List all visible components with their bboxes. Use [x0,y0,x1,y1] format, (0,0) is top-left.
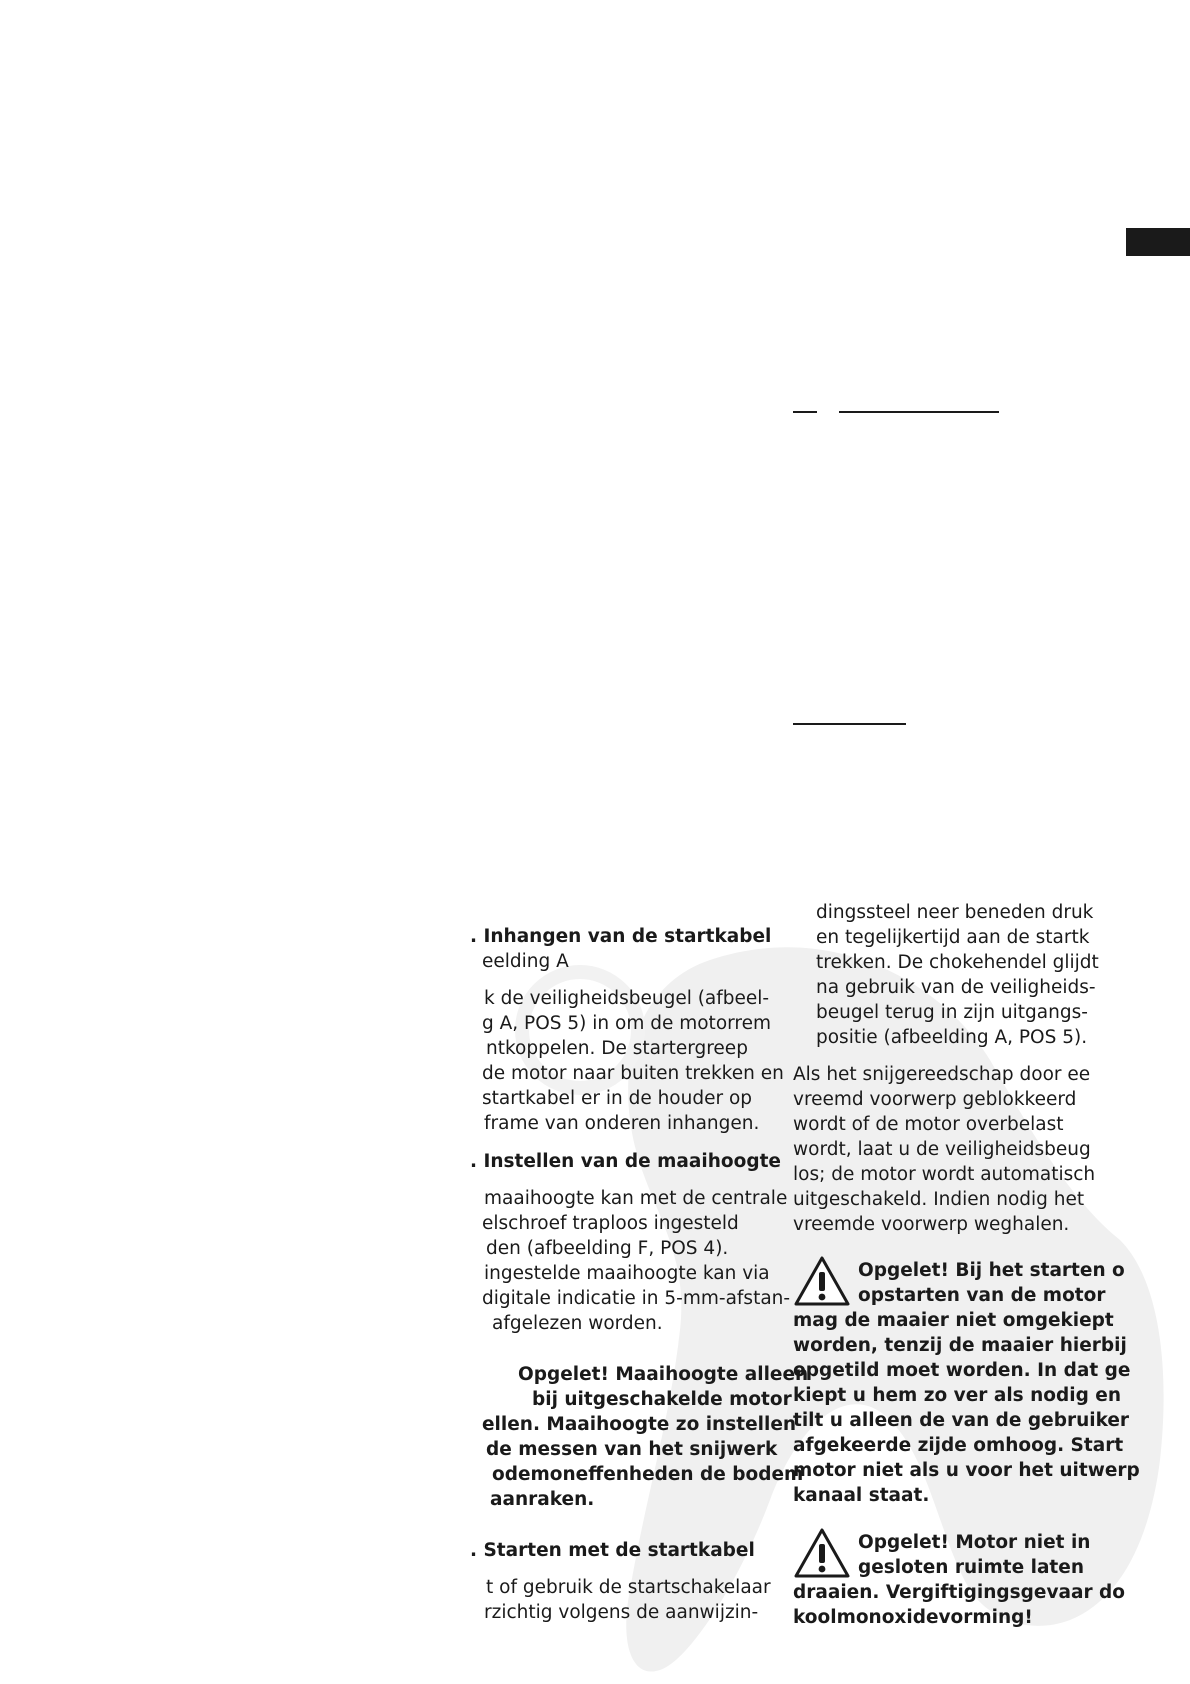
text-line: g A, POS 5) in om de motorrem [482,1013,772,1034]
text-line: beugel terug in zijn uitgangs- [816,1002,1088,1023]
warning-line: Opgelet! Maaihoogte alleen [518,1364,809,1385]
warning-line: gesloten ruimte laten [858,1557,1084,1578]
text-line: en tegelijkertijd aan de startk [816,927,1090,948]
paragraph-maaihoogte [470,1186,791,1336]
paragraph-starten [470,1575,770,1625]
text-line: frame van onderen inhangen. [484,1113,760,1134]
warning-line: opstarten van de motor [858,1285,1106,1306]
text-line: elschroef traploos ingesteld [482,1213,739,1234]
text-line: t of gebruik de startschakelaar [486,1577,771,1598]
warning-line: motor niet als u voor het uitwerp [793,1460,1140,1481]
text-line: dingssteel neer beneden druk [816,902,1094,923]
paragraph-startkabel [470,986,784,1136]
warning-line: Opgelet! Bij het starten o [858,1260,1125,1281]
text-line: na gebruik van de veiligheids- [816,977,1096,998]
text-line: afgelezen worden. [492,1313,663,1334]
warning-omkiepen [793,1258,1140,1508]
warning-line: de messen van het snijwerk [486,1439,778,1460]
warning-line: koolmonoxidevorming! [793,1607,1033,1628]
text-line: trekken. De chokehendel glijdt [816,952,1099,973]
heading-startkabel: . Inhangen van de startkabel [470,926,772,947]
text-line: Als het snijgereedschap door ee [793,1064,1091,1085]
text-line: den (afbeelding F, POS 4). [486,1238,729,1259]
text-line: vreemde voorwerp weghalen. [793,1214,1070,1235]
text-line: maaihoogte kan met de centrale [484,1188,788,1209]
text-line: startkabel er in de houder op [482,1088,753,1109]
warning-maaihoogte [470,1362,809,1512]
warning-line: odemoneffenheden de bodem [492,1464,804,1485]
warning-line: ellen. Maaihoogte zo instellen [482,1414,797,1435]
paragraph-chokehendel [793,900,1099,1050]
header-rule-long [839,411,999,413]
warning-line: bij uitgeschakelde motor [532,1389,792,1410]
heading-startkabel-sub: eelding A [482,951,569,972]
warning-triangle-icon [793,1255,851,1307]
text-line: ntkoppelen. De startergreep [486,1038,748,1059]
text-line: digitale indicatie in 5-mm-afstan- [482,1288,791,1309]
warning-line: draaien. Vergiftigingsgevaar do [793,1582,1125,1603]
warning-line: kanaal staat. [793,1485,930,1506]
warning-koolmonoxide [793,1530,1125,1630]
text-line: rzichtig volgens de aanwijzin- [484,1602,759,1623]
text-line: ingestelde maaihoogte kan via [484,1263,770,1284]
text-line: los; de motor wordt automatisch [793,1164,1096,1185]
warning-line: mag de maaier niet omgekiept [793,1310,1114,1331]
text-line: vreemd voorwerp geblokkeerd [793,1089,1077,1110]
warning-line: tilt u alleen de van de gebruiker [793,1410,1130,1431]
header-rule-short [793,411,817,413]
text-line: wordt of de motor overbelast [793,1114,1064,1135]
left-column [470,924,809,1625]
text-line: de motor naar buiten trekken en [482,1063,784,1084]
section-rule [793,723,906,725]
text-line: wordt, laat u de veiligheidsbeug [793,1139,1091,1160]
warning-line: Opgelet! Motor niet in [858,1532,1091,1553]
paragraph-blokkering [793,1062,1096,1237]
text-line: uitgeschakeld. Indien nodig het [793,1189,1085,1210]
section-tab [1126,228,1190,256]
heading-maaihoogte: . Instellen van de maaihoogte [470,1151,781,1172]
warning-line: aanraken. [490,1489,595,1510]
warning-triangle-icon [793,1527,851,1579]
warning-line: opgetild moet worden. In dat ge [793,1360,1131,1381]
text-line: k de veiligheidsbeugel (afbeel- [484,988,770,1009]
warning-line: afgekeerde zijde omhoog. Start [793,1435,1124,1456]
text-line: positie (afbeelding A, POS 5). [816,1027,1088,1048]
warning-line: kiept u hem zo ver als nodig en [793,1385,1121,1406]
right-column [793,900,1140,1630]
warning-line: worden, tenzij de maaier hierbij [793,1335,1127,1356]
heading-starten: . Starten met de startkabel [470,1540,755,1561]
